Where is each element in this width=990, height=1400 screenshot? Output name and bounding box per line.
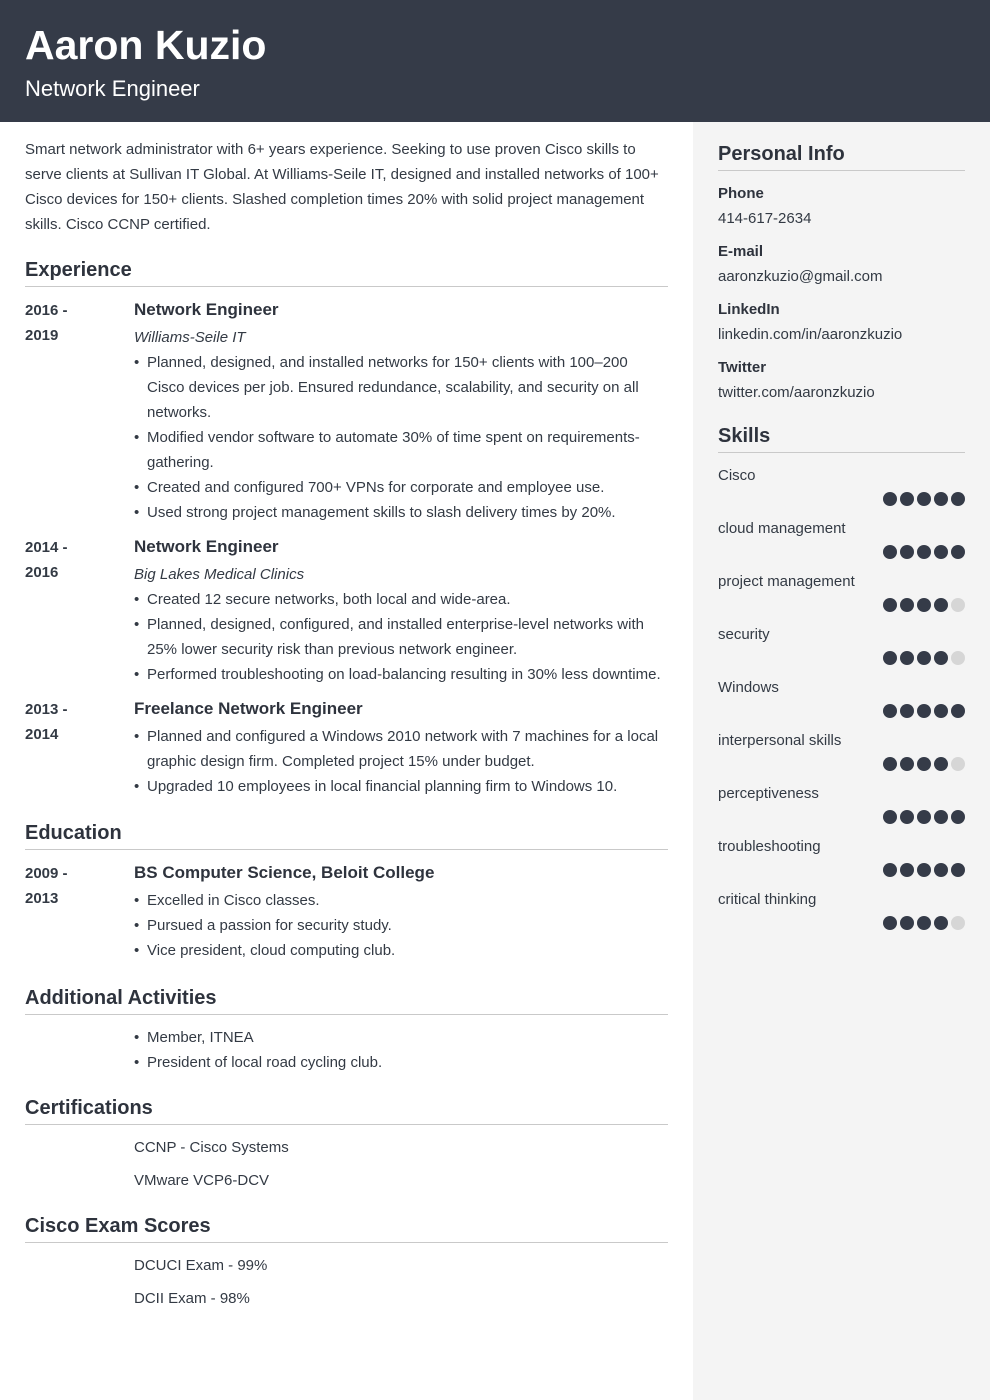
skill-name: security	[718, 626, 770, 643]
rating-dot-filled	[917, 545, 931, 559]
job-title: Network Engineer	[134, 537, 279, 556]
exam-scores-heading: Cisco Exam Scores	[25, 1213, 668, 1243]
entry-date	[25, 298, 125, 348]
date-start: 2016 -	[25, 302, 68, 319]
phone-label: Phone	[718, 185, 764, 202]
rating-dot-filled	[900, 863, 914, 877]
rating-dot-filled	[883, 545, 897, 559]
rating-dot-filled	[934, 916, 948, 930]
skill-name: interpersonal skills	[718, 732, 842, 749]
skill-item	[718, 890, 965, 930]
date-start: 2013 -	[25, 701, 68, 718]
list-item: • President of local road cycling club.	[134, 1050, 668, 1075]
job-bullets	[134, 724, 668, 799]
rating-dot-filled	[934, 810, 948, 824]
rating-dot-filled	[917, 492, 931, 506]
date-end: 2013	[25, 890, 59, 907]
rating-dot-filled	[934, 863, 948, 877]
email-label: E-mail	[718, 243, 764, 260]
rating-dot-filled	[900, 916, 914, 930]
skill-name: troubleshooting	[718, 838, 821, 855]
exam-score-item: DCUCI Exam - 99%	[134, 1257, 268, 1274]
rating-dot-filled	[900, 492, 914, 506]
twitter-label: Twitter	[718, 359, 767, 376]
rating-dot-filled	[951, 810, 965, 824]
skill-item	[718, 837, 965, 877]
list-item: • Vice president, cloud computing club.	[134, 938, 668, 963]
certifications-heading: Certifications	[25, 1095, 668, 1125]
rating-dot-empty	[951, 651, 965, 665]
skill-item	[718, 572, 965, 612]
date-start: 2009 -	[25, 865, 68, 882]
activities-heading: Additional Activities	[25, 985, 668, 1015]
rating-dot-filled	[934, 704, 948, 718]
rating-dot-filled	[900, 757, 914, 771]
list-item: • Performed troubleshooting on load-balancing resulting in 30% less downtime.	[134, 662, 668, 687]
degree-title: BS Computer Science, Beloit College	[134, 863, 435, 882]
certification-item: VMware VCP6-DCV	[134, 1172, 270, 1189]
rating-dot-filled	[951, 863, 965, 877]
rating-dot-filled	[917, 863, 931, 877]
skill-name: Cisco	[718, 467, 756, 484]
rating-dot-filled	[934, 651, 948, 665]
date-end: 2016	[25, 564, 59, 581]
experience-entry	[25, 535, 668, 687]
rating-dot-filled	[883, 704, 897, 718]
rating-dot-filled	[900, 598, 914, 612]
skills-list	[718, 466, 965, 930]
skill-name: project management	[718, 573, 855, 590]
skill-name: perceptiveness	[718, 785, 819, 802]
rating-dot-filled	[917, 810, 931, 824]
job-title: Network Engineer	[134, 300, 279, 319]
linkedin-label: LinkedIn	[718, 301, 780, 318]
list-item: • Planned and configured a Windows 2010 network with 7 machines for a local graphic design firm. Completed project 15% under budget.	[134, 724, 668, 774]
phone-value: 414-617-2634	[718, 210, 812, 227]
experience-entry	[25, 697, 668, 799]
linkedin-value: linkedin.com/in/aaronzkuzio	[718, 326, 903, 343]
rating-dot-filled	[917, 651, 931, 665]
skill-rating	[718, 863, 965, 877]
skill-item	[718, 731, 965, 771]
skill-name: critical thinking	[718, 891, 817, 908]
rating-dot-filled	[883, 810, 897, 824]
list-item: • Planned, designed, configured, and installed enterprise-level networks with 25% lower security risk than previous network engineer.	[134, 612, 668, 662]
rating-dot-filled	[951, 545, 965, 559]
rating-dot-filled	[900, 704, 914, 718]
experience-entry	[25, 298, 668, 525]
list-item: • Used strong project management skills to slash delivery times by 20%.	[134, 500, 668, 525]
rating-dot-filled	[934, 757, 948, 771]
skill-item	[718, 519, 965, 559]
resume-header	[0, 0, 990, 122]
skill-rating	[718, 651, 965, 665]
certification-item: CCNP - Cisco Systems	[134, 1139, 289, 1156]
skill-rating	[718, 598, 965, 612]
skill-name: Windows	[718, 679, 779, 696]
rating-dot-empty	[951, 916, 965, 930]
job-bullets	[134, 587, 668, 687]
rating-dot-filled	[934, 598, 948, 612]
rating-dot-filled	[900, 651, 914, 665]
skill-item	[718, 678, 965, 718]
list-item: • Planned, designed, and installed networks for 150+ clients with 100–200 Cisco devices per job. Ensured redundance, scalability, and security on all networks.	[134, 350, 668, 425]
activities-list	[134, 1025, 668, 1075]
rating-dot-filled	[883, 492, 897, 506]
job-bullets	[134, 350, 668, 525]
skill-rating	[718, 916, 965, 930]
rating-dot-filled	[917, 598, 931, 612]
rating-dot-empty	[951, 757, 965, 771]
rating-dot-filled	[883, 863, 897, 877]
job-company: Williams-Seile IT	[134, 329, 246, 346]
twitter-value: twitter.com/aaronzkuzio	[718, 384, 875, 401]
rating-dot-filled	[934, 545, 948, 559]
exam-score-item: DCII Exam - 98%	[134, 1290, 250, 1307]
personal-info-heading: Personal Info	[718, 141, 965, 171]
date-end: 2014	[25, 726, 59, 743]
candidate-role: Network Engineer	[25, 76, 200, 101]
rating-dot-filled	[917, 704, 931, 718]
list-item: • Excelled in Cisco classes.	[134, 888, 668, 913]
entry-date	[25, 697, 125, 747]
summary-text: Smart network administrator with 6+ years experience. Seeking to use proven Cisco skills to serve clients at Sullivan IT Global. At Williams-Seile IT, designed and installed networks of 100+ Cisco devices for 150+ clients. Slashed completion times 20% with solid project management skills. Cisco CCNP certified.	[25, 141, 659, 233]
rating-dot-filled	[951, 492, 965, 506]
education-entry	[25, 861, 668, 963]
skill-rating	[718, 757, 965, 771]
skills-heading: Skills	[718, 423, 965, 453]
skill-name: cloud management	[718, 520, 846, 537]
job-company: Big Lakes Medical Clinics	[134, 566, 305, 583]
skill-rating	[718, 545, 965, 559]
rating-dot-filled	[883, 651, 897, 665]
date-end: 2019	[25, 327, 59, 344]
rating-dot-filled	[934, 492, 948, 506]
entry-date	[25, 535, 125, 585]
main-column	[25, 137, 668, 1311]
rating-dot-filled	[951, 704, 965, 718]
list-item: • Member, ITNEA	[134, 1025, 668, 1050]
email-value: aaronzkuzio@gmail.com	[718, 268, 883, 285]
education-bullets	[134, 888, 668, 963]
list-item: • Pursued a passion for security study.	[134, 913, 668, 938]
rating-dot-filled	[917, 757, 931, 771]
list-item: • Modified vendor software to automate 30% of time spent on requirements-gathering.	[134, 425, 668, 475]
skill-rating	[718, 810, 965, 824]
skill-item	[718, 466, 965, 506]
candidate-name: Aaron Kuzio	[25, 22, 267, 68]
skill-item	[718, 625, 965, 665]
experience-heading: Experience	[25, 257, 668, 287]
personal-info-section	[718, 141, 965, 930]
rating-dot-filled	[883, 916, 897, 930]
rating-dot-filled	[883, 598, 897, 612]
skill-rating	[718, 492, 965, 506]
entry-date	[25, 861, 125, 911]
rating-dot-filled	[883, 757, 897, 771]
rating-dot-empty	[951, 598, 965, 612]
skill-item	[718, 784, 965, 824]
education-heading: Education	[25, 820, 668, 850]
list-item: • Upgraded 10 employees in local financial planning firm to Windows 10.	[134, 774, 668, 799]
rating-dot-filled	[900, 810, 914, 824]
list-item: • Created and configured 700+ VPNs for corporate and employee use.	[134, 475, 668, 500]
job-title: Freelance Network Engineer	[134, 699, 363, 718]
rating-dot-filled	[917, 916, 931, 930]
date-start: 2014 -	[25, 539, 68, 556]
list-item: • Created 12 secure networks, both local and wide-area.	[134, 587, 668, 612]
rating-dot-filled	[900, 545, 914, 559]
skill-rating	[718, 704, 965, 718]
